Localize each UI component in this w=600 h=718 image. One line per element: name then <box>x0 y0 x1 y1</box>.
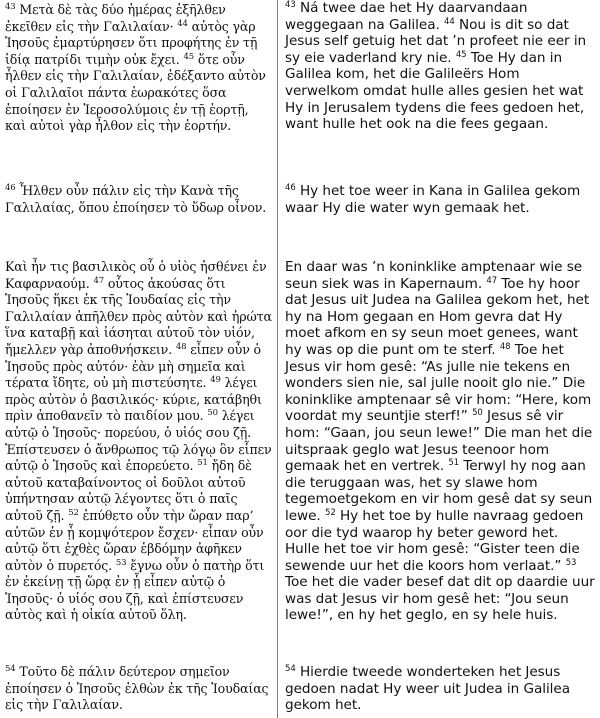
verse-number: 45 <box>183 51 195 62</box>
verse-number: 54 <box>5 664 16 674</box>
verse-text: ἤδη δὲ αὐτοῦ καταβαίνοντος οἱ δοῦλοι αὐτοῦ ὑπήντησαν αὐτῷ λέγοντες ὅτι ὁ παῖς αὐτοῦ ζῇ. <box>5 458 252 523</box>
afrikaans-column <box>285 259 597 624</box>
verse-text: Jesus sê vir hom: “Gaan, jou seun lewe!” Die man het die uitspraak geglo wat Jesus teenoor hom gemaak het en vertrek. <box>285 408 593 475</box>
verse-text: αὐτὸς γὰρ Ἰησοῦς ἐμαρτύρησεν ὅτι προφήτης ἐν τῇ ἰδίᾳ πατρίδι τιμὴν οὐκ ἔχει. <box>5 18 258 67</box>
verse-number: 48 <box>175 341 187 352</box>
greek-column <box>5 183 273 216</box>
verse-number: 50 <box>472 408 483 419</box>
column-divider <box>277 0 278 718</box>
afrikaans-column <box>285 0 597 133</box>
verse-number: 44 <box>177 18 188 29</box>
verse-number: 45 <box>455 49 467 60</box>
verse-text: Nou is dit so dat Jesus self getuig het dat ’n profeet nie eer in sy eie vaderland kry nie. <box>285 16 587 66</box>
verse-text: εἶπεν οὖν ὁ Ἰησοῦς πρὸς αὐτόν· ἐὰν μὴ σημεῖα καὶ τέρατα ἴδητε, οὐ μὴ πιστεύσητε. <box>5 341 261 391</box>
verse-number: 48 <box>499 341 511 352</box>
afrikaans-column <box>285 183 597 216</box>
verse-number: 50 <box>207 408 218 419</box>
verse-number: 44 <box>444 16 455 27</box>
verse-text: λέγει πρὸς αὐτὸν ὁ βασιλικός· κύριε, κατάβηθι πρὶν ἀποθανεῖν τὸ παιδίον μου. <box>5 375 262 424</box>
verse-text: Terwyl hy nog aan die teruggaan was, het sy slawe hom tegemoetgekom en vir hom gesê dat sy seun lewe. <box>285 458 593 524</box>
verse-text: Toe het Jesus vir hom gesê: “As julle nie tekens en wonders sien nie, sal julle nooit glo nie.” Die koninklike amptenaar sê vir hom: “Here, kom voordat my seuntjie sterf!” <box>285 341 592 425</box>
verse-text: Τοῦτο δὲ πάλιν δεύτερον σημεῖον ἐποίησεν ὁ Ἰησοῦς ἐλθὼν ἐκ τῆς Ἰουδαίας εἰς τὴν Γαλιλαίαν. <box>5 664 269 713</box>
greek-paragraph <box>5 664 273 714</box>
verse-number: 54 <box>285 664 296 674</box>
verse-text: οὗτος ἀκούσας ὅτι Ἰησοῦς ἥκει ἐκ τῆς Ἰουδαίας εἰς τὴν Γαλιλαίαν ἀπῆλθεν πρὸς αὐτὸν καὶ ἠρώτα ἵνα καταβῇ καὶ ἰάσηται αὐτοῦ τὸν υἱόν, ἤμελλεν γὰρ ἀποθνήσκειν. <box>5 275 272 357</box>
verse-text: Toe hy hoor dat Jesus uit Judea na Galilea gekom het, het hy na Hom gegaan en Hom gevra dat Hy moet afkom en sy seun moet genees, want hy was op die punt om te sterf. <box>285 275 590 358</box>
verse-number: 51 <box>197 458 208 469</box>
verse-number: 49 <box>210 375 221 386</box>
verse-number: 46 <box>5 183 16 193</box>
verse-text: Hierdie tweede wonderteken het Jesus gedoen nadat Hy weer uit Judea in Galilea gekom het. <box>285 664 570 714</box>
verse-text: En daar was ’n koninklike amptenaar wie se seun siek was in Kapernaum. <box>285 259 583 292</box>
verse-number: 47 <box>486 275 498 286</box>
verse-text: ἐπύθετο οὖν τὴν ὥραν παρ’ αὐτῶν ἐν ᾗ κομψότερον ἔσχεν· εἶπαν οὖν αὐτῷ ὅτι ἐχθὲς ὥραν ἑβδόμην ἀφῆκεν αὐτὸν ὁ πυρετός. <box>5 507 264 573</box>
greek-paragraph <box>5 2 273 135</box>
verse-number: 52 <box>324 507 336 518</box>
verse-text: ἔγνω οὖν ὁ πατὴρ ὅτι ἐν ἐκείνῃ τῇ ὥρᾳ ἐν ᾗ εἶπεν αὐτῷ ὁ Ἰησοῦς· ὁ υἱός σου ζῇ, καὶ ἐπίστευσεν αὐτὸς καὶ ἡ οἰκία αὐτοῦ ὅλη. <box>5 557 265 623</box>
greek-paragraph <box>5 183 273 216</box>
verse-number: 53 <box>115 557 127 568</box>
verse-text: Hy het toe by hulle navraag gedoen oor die tyd waarop hy beter geword het. Hulle het toe vir hom gesê: “Gister teen die sewende uur het die koors hom verlaat.” <box>285 507 584 574</box>
verse-text: ὅτε οὖν ἦλθεν εἰς τὴν Γαλιλαίαν, ἐδέξαντο αὐτὸν οἱ Γαλιλαῖοι πάντα ἑωρακότες ὅσα ἐποίησεν ἐν Ἱεροσολύμοις ἐν τῇ ἑορτῇ, καὶ αὐτοὶ γὰρ ἦλθον εἰς τὴν ἑορτήν. <box>5 51 266 134</box>
verse-text: Toe Hy dan in Galilea kom, het die Galileërs Hom verwelkom omdat hulle alles gesien het wat Hy in Jerusalem tydens die fees gedoen het, want hulle het ook na die fees gegaan. <box>285 49 585 133</box>
verse-number: 53 <box>565 557 577 568</box>
greek-column <box>5 259 273 624</box>
verse-text: Ná twee dae het Hy daarvandaan weggegaan na Galilea. <box>285 0 528 33</box>
verse-number: 46 <box>285 183 296 193</box>
greek-column <box>5 664 273 714</box>
afrikaans-paragraph <box>285 0 597 133</box>
verse-number: 52 <box>68 507 79 518</box>
verse-text: Καὶ ἦν τις βασιλικὸς οὗ ὁ υἱὸς ἠσθένει ἐν Καφαρναούμ. <box>5 259 267 291</box>
verse-number: 47 <box>93 275 104 286</box>
greek-column <box>5 2 273 135</box>
verse-number: 43 <box>285 0 296 10</box>
afrikaans-paragraph <box>285 183 597 216</box>
verse-text: Ἦλθεν οὖν πάλιν εἰς τὴν Κανὰ τῆς Γαλιλαίας, ὅπου ἐποίησεν τὸ ὕδωρ οἶνον. <box>5 183 267 215</box>
afrikaans-paragraph <box>285 259 597 624</box>
verse-number: 51 <box>448 458 460 469</box>
verse-text: Μετὰ δὲ τὰς δύο ἡμέρας ἐξῆλθεν ἐκεῖθεν εἰς τὴν Γαλιλαίαν· <box>5 2 226 34</box>
verse-text: Toe het die vader besef dat dit op daardie uur was dat Jesus vir hom gesê het: “Jou seun lewe!”, en hy het geglo, en sy hele huis. <box>285 574 595 624</box>
verse-text: Hy het toe weer in Kana in Galilea gekom waar Hy die water wyn gemaak het. <box>285 183 581 216</box>
afrikaans-paragraph <box>285 664 597 714</box>
afrikaans-column <box>285 664 597 714</box>
verse-number: 43 <box>5 2 16 12</box>
greek-paragraph <box>5 259 273 624</box>
verse-text: λέγει αὐτῷ ὁ Ἰησοῦς· πορεύου, ὁ υἱός σου ζῇ. Ἐπίστευσεν ὁ ἄνθρωπος τῷ λόγῳ ὃν εἶπεν αὐτῷ ὁ Ἰησοῦς καὶ ἐπορεύετο. <box>5 408 272 474</box>
